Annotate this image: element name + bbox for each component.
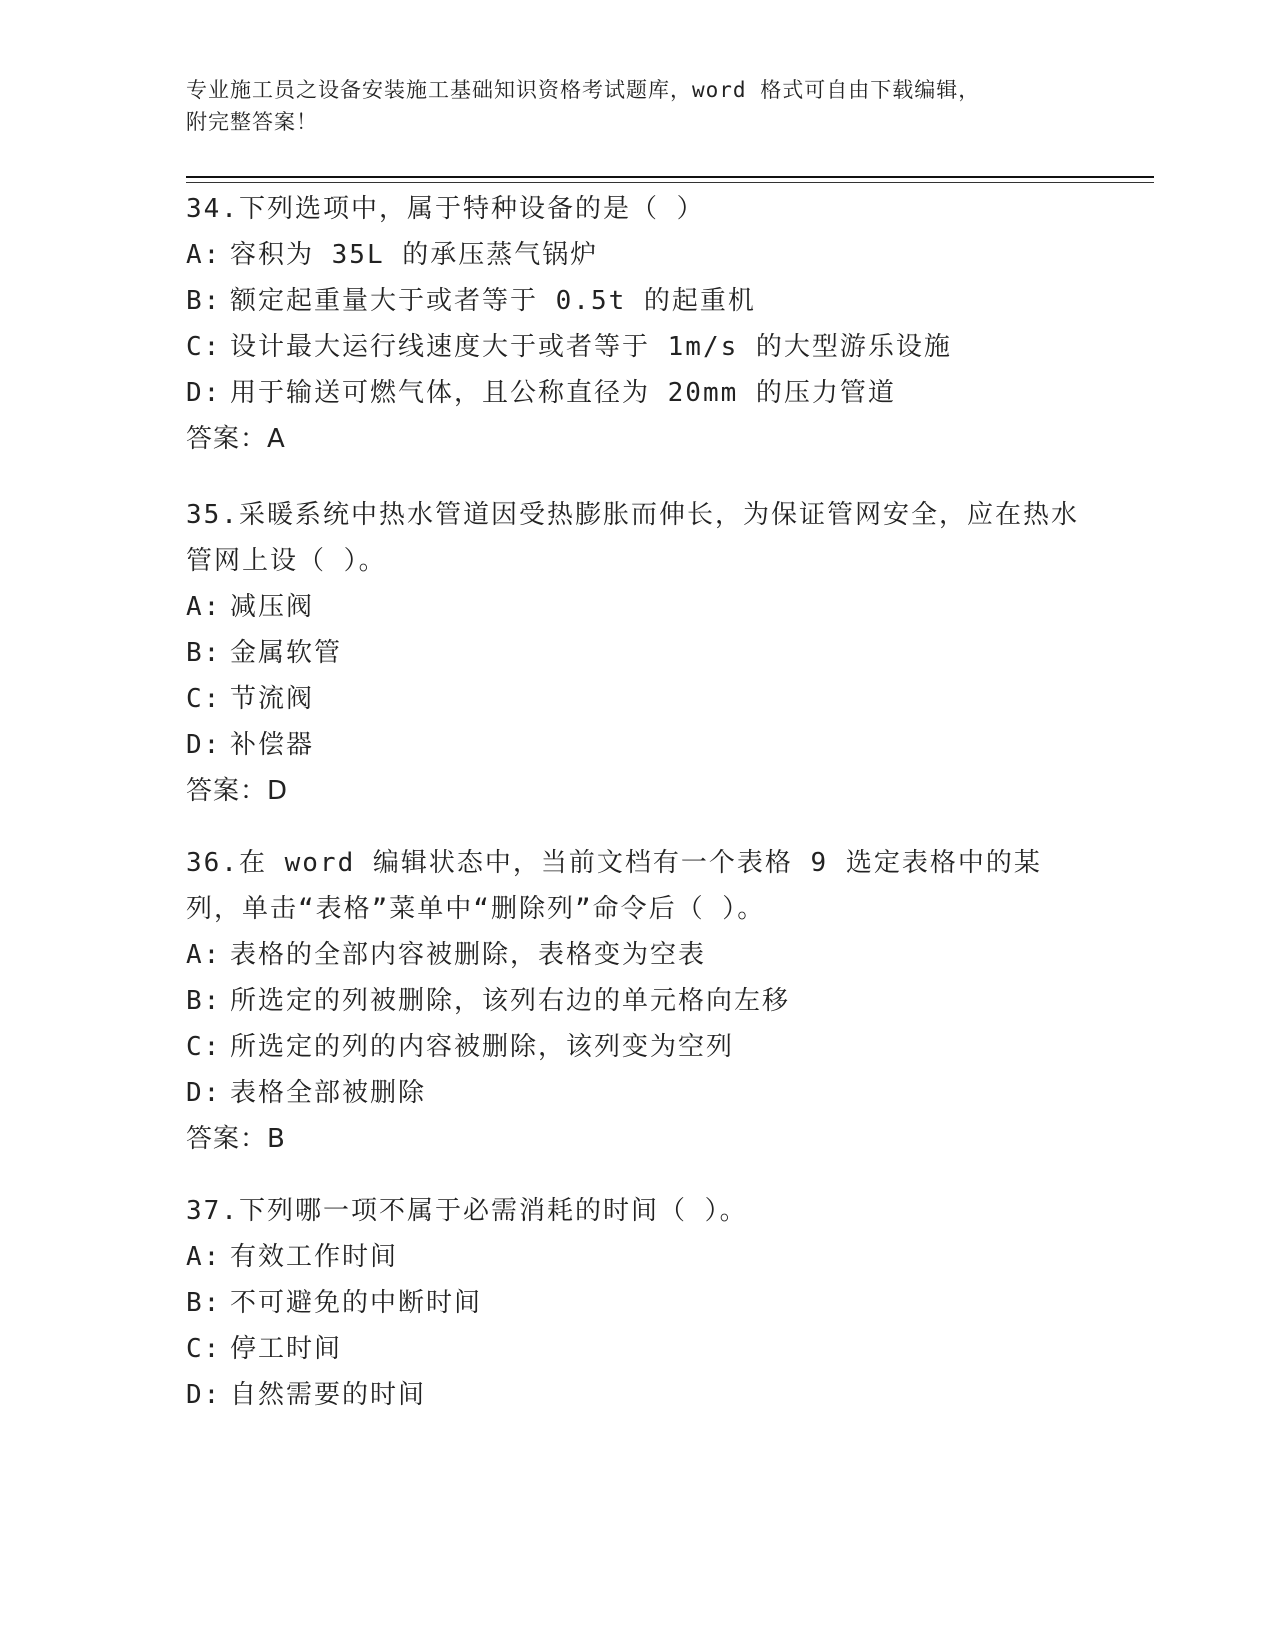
option-letter: D: (186, 1078, 222, 1108)
option-d (186, 1070, 1086, 1116)
option-b (186, 978, 1086, 1024)
option-text: 表格全部被删除 (230, 1078, 427, 1108)
option-text: 用于输送可燃气体，且公称直径为 20mm 的压力管道 (230, 378, 896, 408)
question-34 (186, 186, 1086, 462)
document-header: 专业施工员之设备安装施工基础知识资格考试题库，word 格式可自由下载编辑， 附完整答案！ (186, 78, 981, 134)
option-letter: C: (186, 1032, 222, 1062)
option-letter: C: (186, 332, 222, 362)
option-b (186, 1280, 1086, 1326)
option-letter: A: (186, 592, 222, 622)
option-letter: B: (186, 986, 222, 1016)
question-stem: 36.在 word 编辑状态中，当前文档有一个表格 9 选定表格中的某列，单击“表格”菜单中“删除列”命令后（ ）。 (186, 848, 1042, 924)
option-a (186, 232, 1086, 278)
option-c (186, 1326, 1086, 1372)
option-text: 不可避免的中断时间 (230, 1288, 483, 1318)
option-d (186, 370, 1086, 416)
option-letter: B: (186, 1288, 222, 1318)
option-a (186, 584, 1086, 630)
option-text: 设计最大运行线速度大于或者等于 1m/s 的大型游乐设施 (230, 332, 952, 362)
option-text: 停工时间 (230, 1334, 343, 1364)
option-letter: A: (186, 1242, 222, 1272)
question-37 (186, 1188, 1086, 1418)
option-text: 额定起重量大于或者等于 0.5t 的起重机 (230, 286, 756, 316)
option-c (186, 676, 1086, 722)
header-divider-thick (186, 176, 1154, 178)
option-text: 所选定的列的内容被删除，该列变为空列 (230, 1032, 735, 1062)
question-stem: 35.采暖系统中热水管道因受热膨胀而伸长，为保证管网安全，应在热水管网上设（ ）。 (186, 500, 1079, 576)
answer-line: 答案：A (186, 424, 286, 454)
answer-line: 答案：D (186, 776, 289, 806)
option-text: 所选定的列被删除，该列右边的单元格向左移 (230, 986, 791, 1016)
option-a (186, 1234, 1086, 1280)
option-a (186, 932, 1086, 978)
option-letter: D: (186, 378, 222, 408)
option-c (186, 324, 1086, 370)
question-36 (186, 840, 1086, 1162)
option-text: 节流阀 (230, 684, 315, 714)
answer-line: 答案：B (186, 1124, 286, 1154)
option-letter: A: (186, 940, 222, 970)
option-text: 减压阀 (230, 592, 315, 622)
header-divider-thin (186, 182, 1154, 183)
option-text: 自然需要的时间 (230, 1380, 427, 1410)
question-stem: 34.下列选项中，属于特种设备的是（ ） (186, 194, 705, 224)
option-d (186, 1372, 1086, 1418)
option-d (186, 722, 1086, 768)
option-b (186, 630, 1086, 676)
question-stem: 37.下列哪一项不属于必需消耗的时间（ ）。 (186, 1196, 748, 1226)
option-text: 补偿器 (230, 730, 315, 760)
option-b (186, 278, 1086, 324)
option-text: 有效工作时间 (230, 1242, 399, 1272)
option-letter: B: (186, 638, 222, 668)
question-35 (186, 492, 1086, 814)
option-letter: B: (186, 286, 222, 316)
option-letter: C: (186, 684, 222, 714)
option-c (186, 1024, 1086, 1070)
option-text: 金属软管 (230, 638, 343, 668)
option-letter: D: (186, 1380, 222, 1410)
option-text: 表格的全部内容被删除，表格变为空表 (230, 940, 707, 970)
option-letter: A: (186, 240, 222, 270)
option-letter: C: (186, 1334, 222, 1364)
option-letter: D: (186, 730, 222, 760)
option-text: 容积为 35L 的承压蒸气锅炉 (230, 240, 599, 270)
